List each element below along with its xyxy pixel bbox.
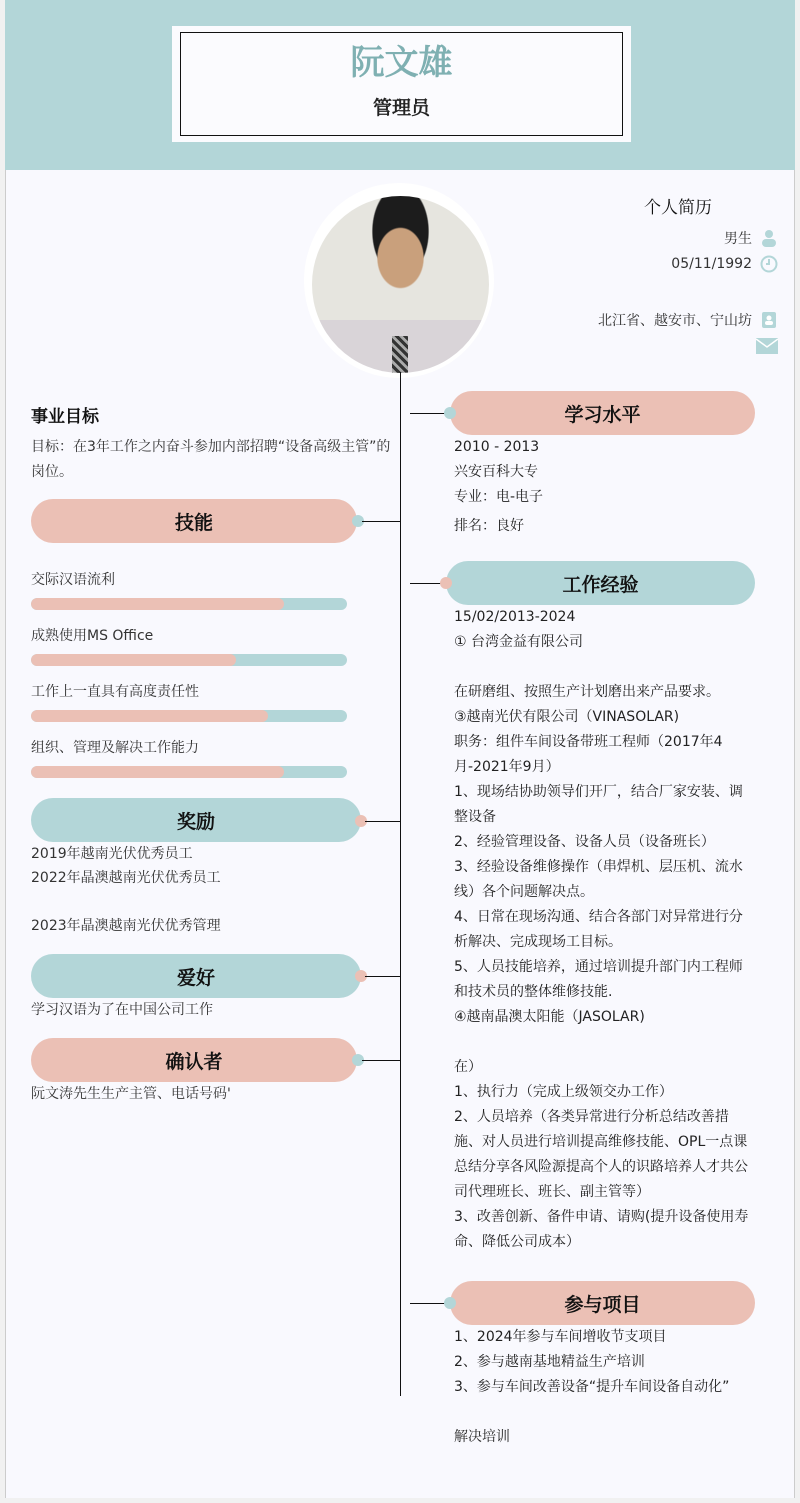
experience-line: 1、现场结协助领导们开厂，结合厂家安装、调整设备 [454, 784, 743, 825]
timeline-dot [440, 577, 452, 589]
experience-line: 1、执行力（完成上级领交办工作） [454, 1084, 673, 1100]
experience-line: 3、经验设备维修操作（串焊机、层压机、流水线）各个问题解决点。 [454, 859, 743, 900]
projects-line: 1、2024年参与车间增收节支项目 [454, 1329, 667, 1345]
experience-line: 在研磨组、按照生产计划磨出来产品要求。 [454, 684, 720, 700]
birthdate-row [671, 255, 778, 273]
birthdate: 05/11/1992 [671, 256, 752, 272]
timeline-line [400, 372, 401, 1396]
experience-line: ④越南晶澳太阳能（JASOLAR) [454, 1009, 645, 1025]
projects-body [454, 1325, 754, 1450]
skills-header: 技能 [31, 499, 357, 543]
skill-bar [31, 710, 347, 722]
experience-line: 在） [454, 1059, 482, 1075]
skill-label: 工作上一直具有高度责任性 [31, 684, 199, 700]
hobbies-header: 爱好 [31, 954, 361, 998]
projects-line: 2、参与越南基地精益生产培训 [454, 1354, 645, 1370]
experience-line: 3、改善创新、备件申请、请购(提升设备使用寿命、降低公司成本） [454, 1209, 749, 1250]
award-item: 2019年越南光伏优秀员工 [31, 846, 193, 862]
experience-line: 4、日常在现场沟通、结合各部门对异常进行分析解决、完成现场工目标。 [454, 909, 743, 950]
education-line: 专业：电-电子 [454, 489, 544, 505]
experience-line: 2、人员培养（各类异常进行分析总结改善措施、对人员进行培训提高维修技能、OPL一点课总结分享各风险源提高个人的识路培养人才共公司代理班长、班长、副主管等） [454, 1109, 748, 1200]
connector [362, 1060, 400, 1061]
connector [365, 976, 400, 977]
education-line: 兴安百科大专 [454, 464, 538, 480]
skill-bar [31, 598, 347, 610]
experience-line: 2、经验管理设备、设备人员（设备班长） [454, 834, 715, 850]
skill-label: 成熟使用MS Office [31, 628, 154, 644]
education-body [454, 435, 754, 539]
clock-icon [760, 255, 778, 273]
contact-card-icon [760, 311, 778, 329]
projects-line: 解决培训 [454, 1429, 510, 1445]
projects-line: 3、参与车间改善设备“提升车间设备自动化” [454, 1379, 730, 1395]
references-header: 确认者 [31, 1038, 357, 1082]
skill-bar-fill [31, 598, 284, 610]
experience-line: ③越南光伏有限公司（VINASOLAR) [454, 709, 680, 725]
education-line: 2010 - 2013 [454, 439, 540, 455]
skill-bar [31, 766, 347, 778]
experience-line [454, 1030, 752, 1055]
skill-label: 组织、管理及解决工作能力 [31, 740, 199, 756]
objective-title: 事业目标 [31, 407, 99, 427]
award-item: 2022年晶澳越南光伏优秀员工 [31, 870, 221, 886]
skill-bar [31, 654, 347, 666]
projects-line [454, 1400, 754, 1425]
skill-bar-fill [31, 654, 236, 666]
experience-body [454, 605, 752, 1255]
person-icon [760, 229, 778, 247]
address: 北江省、越安市、宁山坊 [598, 313, 752, 329]
awards-header: 奖励 [31, 798, 361, 842]
education-line: 排名：良好 [454, 518, 524, 534]
timeline-dot [444, 407, 456, 419]
person-name: 阮文雄 [350, 43, 453, 83]
connector [410, 1303, 446, 1304]
experience-header: 工作经验 [446, 561, 755, 605]
experience-line: 职务：组件车间设备带班工程师（2017年4月-2021年9月） [454, 734, 723, 775]
skill-label: 交际汉语流利 [31, 572, 115, 588]
references-text: 阮文涛先生生产主管、电话号码' [31, 1086, 231, 1102]
skill-bar-fill [31, 710, 268, 722]
email-row [756, 337, 778, 355]
education-header: 学习水平 [450, 391, 755, 435]
address-row [598, 310, 778, 330]
timeline-dot [444, 1297, 456, 1309]
award-item: 2023年晶澳越南光伏优秀管理 [31, 918, 221, 934]
experience-line: 5、人员技能培养，通过培训提升部门内工程师和技术员的整体维修技能. [454, 959, 743, 1000]
gender: 男生 [724, 231, 752, 247]
experience-line [454, 655, 752, 680]
envelope-icon [756, 337, 778, 355]
projects-header: 参与项目 [450, 1281, 755, 1325]
objective-text: 目标：在3年工作之内奋斗参加内部招聘“设备高级主管”的岗位。 [31, 439, 391, 480]
profile-title: 个人简历 [644, 198, 712, 218]
name-box [172, 26, 631, 142]
connector [410, 413, 446, 414]
skill-bar-fill [31, 766, 284, 778]
connector [362, 521, 400, 522]
gender-row [724, 228, 778, 248]
experience-line: 15/02/2013-2024 [454, 609, 576, 625]
person-role: 管理员 [372, 97, 430, 119]
experience-line: ① 台湾金益有限公司 [454, 634, 584, 650]
connector [365, 821, 400, 822]
hobbies-text: 学习汉语为了在中国公司工作 [31, 1002, 213, 1018]
profile-photo [312, 196, 489, 373]
